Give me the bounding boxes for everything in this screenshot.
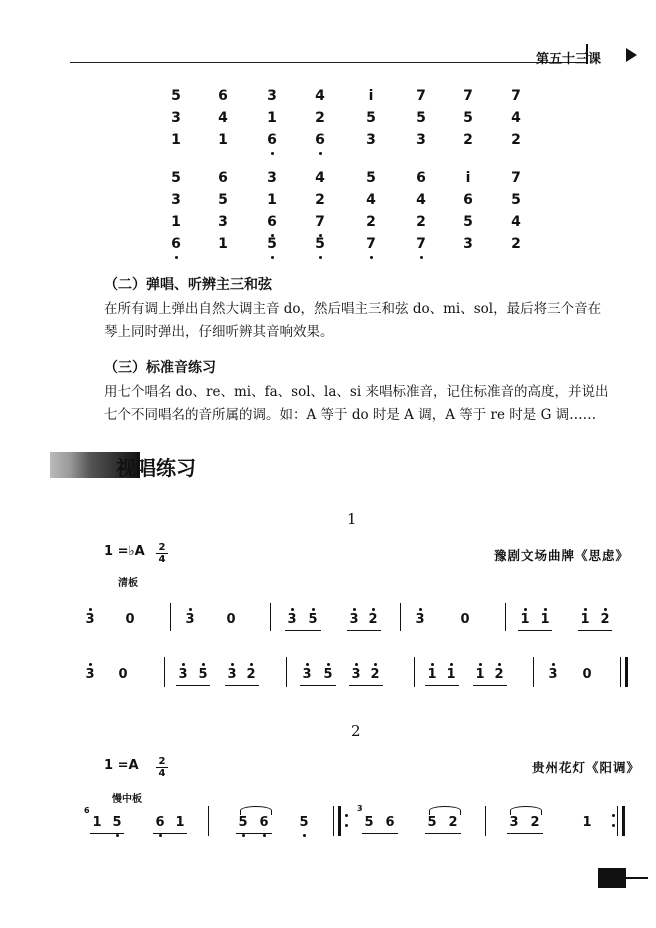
high-octave-dot <box>431 663 434 666</box>
chord-note: 5 <box>463 110 473 126</box>
repeat-dot <box>345 824 348 827</box>
chord-row <box>0 170 656 192</box>
exercise-1-meter <box>156 542 168 565</box>
meter-top: 2 <box>158 756 166 767</box>
chord-note: 6 <box>463 192 473 208</box>
low-octave-dot <box>319 256 322 259</box>
score-note: 2 <box>492 667 506 682</box>
chord-note: i <box>465 170 471 186</box>
chord-note: 5 <box>366 170 376 186</box>
chord-note: 5 <box>366 110 376 126</box>
chord-note: 4 <box>511 214 521 230</box>
beam-underline <box>153 833 187 834</box>
score-note: 2 <box>244 667 258 682</box>
barline <box>620 657 621 687</box>
exercise-2-source: 贵州花灯《阳调》 <box>532 760 641 775</box>
score-note: 0 <box>226 612 236 627</box>
high-octave-dot <box>355 663 358 666</box>
repeat-dot <box>612 824 615 827</box>
chord-note: 1 <box>171 132 181 148</box>
barline <box>208 806 209 836</box>
chord-note: 7 <box>511 170 521 186</box>
barline <box>485 806 486 836</box>
chord-note: 1 <box>218 132 228 148</box>
tie-arc <box>240 806 272 815</box>
score-note: 5 <box>364 815 374 830</box>
exercise-2-number: 2 <box>351 722 361 740</box>
chord-row <box>0 192 656 214</box>
barline <box>270 603 271 631</box>
meter-top: 2 <box>158 542 166 553</box>
score-note: 3 <box>509 815 519 830</box>
chord-note: 4 <box>315 88 325 104</box>
section-title-3: （三）标准音练习 <box>104 360 216 376</box>
chord-note: 2 <box>315 110 325 126</box>
section-title-2: （二）弹唱、听辨主三和弦 <box>104 277 272 293</box>
high-octave-dot <box>189 608 192 611</box>
low-octave-dot <box>175 256 178 259</box>
high-octave-dot <box>552 663 555 666</box>
low-octave-dot <box>242 834 245 837</box>
high-octave-dot <box>312 608 315 611</box>
chord-note: 1 <box>267 110 277 126</box>
chord-note: 1 <box>267 192 277 208</box>
chord-row <box>0 132 656 154</box>
tie-arc <box>510 806 542 815</box>
score-note: 1 <box>473 667 487 682</box>
score-note: 6 <box>257 815 271 830</box>
high-octave-dot <box>250 663 253 666</box>
chord-note: 3 <box>267 170 277 186</box>
beam-underline <box>300 685 336 686</box>
score-note: 3 <box>225 667 239 682</box>
high-octave-dot <box>231 663 234 666</box>
arrow-right-icon <box>626 48 637 62</box>
beam-underline <box>225 685 259 686</box>
grace-note: 6 <box>84 806 90 815</box>
low-octave-dot <box>420 256 423 259</box>
high-octave-dot <box>419 608 422 611</box>
chord-note: 5 <box>171 170 181 186</box>
barline <box>617 806 618 836</box>
barline <box>164 657 165 687</box>
final-barline <box>625 657 628 687</box>
section-text-3-line2: 七个不同唱名的音所属的调。如：A 等于 do 时是 A 调，A 等于 re 时是 G 调…… <box>104 407 597 423</box>
beam-underline <box>578 630 612 631</box>
beam-underline <box>285 630 321 631</box>
chord-note: 6 <box>218 170 228 186</box>
score-note: 5 <box>236 815 250 830</box>
tie-arc <box>429 806 461 815</box>
high-octave-dot <box>498 663 501 666</box>
section-text-3 <box>104 381 654 427</box>
score-note: 1 <box>578 612 592 627</box>
chord-note: 3 <box>416 132 426 148</box>
chord-note: 4 <box>315 170 325 186</box>
final-barline <box>622 806 625 836</box>
chord-note: 6 <box>310 132 330 148</box>
low-octave-dot <box>271 256 274 259</box>
score-note: 1 <box>582 815 592 830</box>
chord-note: 7 <box>416 88 426 104</box>
chord-note: 2 <box>315 192 325 208</box>
low-octave-dot <box>303 834 306 837</box>
exercise-2-tempo: 慢中板 <box>112 794 142 805</box>
chord-note: 5 <box>310 236 330 252</box>
section-text-2-line1: 在所有调上弹出自然大调主音 do，然后唱主三和弦 do、mi、sol，最后将三个音在 <box>104 301 602 317</box>
high-octave-dot <box>291 608 294 611</box>
high-octave-dot <box>327 663 330 666</box>
score-note: 2 <box>368 667 382 682</box>
chord-note: 6 <box>262 214 282 230</box>
exercise-1-tempo: 清板 <box>118 578 138 589</box>
chord-note: 4 <box>416 192 426 208</box>
score-note: 0 <box>582 667 592 682</box>
score-note: 3 <box>347 612 361 627</box>
low-octave-dot <box>263 834 266 837</box>
chord-note: 4 <box>218 110 228 126</box>
page-corner-line <box>626 877 648 879</box>
final-barline <box>338 806 341 836</box>
chord-note: 2 <box>511 132 521 148</box>
chord-note: 5 <box>416 110 426 126</box>
beam-underline <box>518 630 552 631</box>
score-note: 3 <box>413 612 427 627</box>
meter-bottom: 4 <box>156 767 168 779</box>
low-octave-dot <box>370 256 373 259</box>
score-note: 5 <box>321 667 335 682</box>
score-note: 1 <box>175 815 185 830</box>
chord-note: 2 <box>416 214 426 230</box>
exercise-2-key: 1 =A <box>104 758 139 773</box>
chord-note: 3 <box>171 192 181 208</box>
high-octave-dot <box>182 663 185 666</box>
score-note: 3 <box>546 667 560 682</box>
chord-note: i <box>368 88 374 104</box>
repeat-dot <box>345 814 348 817</box>
score-note: 2 <box>448 815 458 830</box>
high-octave-dot <box>479 663 482 666</box>
beam-underline <box>473 685 507 686</box>
score-note: 3 <box>285 612 299 627</box>
score-note: 5 <box>297 815 311 830</box>
score-note: 1 <box>538 612 552 627</box>
score-note: 0 <box>125 612 135 627</box>
high-octave-dot <box>544 608 547 611</box>
chord-note: 6 <box>416 170 426 186</box>
beam-underline <box>236 833 272 834</box>
section-text-3-line1: 用七个唱名 do、re、mi、fa、sol、la、si 来唱标准音，记住标准音的高度，并说出 <box>104 384 609 400</box>
barline <box>400 603 401 631</box>
score-note: 6 <box>153 815 167 830</box>
score-note: 3 <box>300 667 314 682</box>
chord-note: 1 <box>218 236 228 252</box>
chord-note: 4 <box>511 110 521 126</box>
barline <box>170 603 171 631</box>
score-note: 2 <box>366 612 380 627</box>
chord-note: 6 <box>262 132 282 148</box>
beam-underline <box>176 685 210 686</box>
high-octave-dot <box>584 608 587 611</box>
score-note: 1 <box>425 667 439 682</box>
chord-note: 4 <box>366 192 376 208</box>
high-octave-dot <box>89 608 92 611</box>
grace-note: 3 <box>357 804 363 813</box>
low-octave-dot <box>319 152 322 155</box>
chord-note: 3 <box>171 110 181 126</box>
score-note: 1 <box>92 815 102 830</box>
chord-note: 3 <box>267 88 277 104</box>
score-note: 2 <box>598 612 612 627</box>
high-octave-dot <box>89 663 92 666</box>
exercise-1-number: 1 <box>347 510 357 528</box>
chord-note: 5 <box>463 214 473 230</box>
chord-note: 7 <box>310 214 330 230</box>
chord-note: 7 <box>511 88 521 104</box>
high-octave-dot <box>374 663 377 666</box>
high-octave-dot <box>202 663 205 666</box>
score-note: 3 <box>176 667 190 682</box>
high-octave-dot <box>372 608 375 611</box>
exercise-1-source: 豫剧文场曲牌《思虑》 <box>494 548 630 563</box>
chord-row <box>0 236 656 258</box>
sight-singing-heading: 视唱练习 <box>116 456 196 480</box>
score-note: 5 <box>196 667 210 682</box>
score-note: 3 <box>349 667 363 682</box>
beam-underline <box>347 630 381 631</box>
chord-note: 5 <box>511 192 521 208</box>
score-note: 3 <box>83 667 97 682</box>
low-octave-dot <box>159 834 162 837</box>
chord-row <box>0 110 656 132</box>
chord-note: 7 <box>411 236 431 252</box>
chord-note: 2 <box>511 236 521 252</box>
chord-row <box>0 88 656 110</box>
beam-underline <box>90 833 124 834</box>
high-octave-dot <box>450 663 453 666</box>
repeat-dot <box>612 814 615 817</box>
exercise-1-key: 1 =♭A <box>104 544 145 559</box>
high-octave-dot <box>353 608 356 611</box>
chord-note: 2 <box>463 132 473 148</box>
score-note: 5 <box>110 815 124 830</box>
score-note: 3 <box>183 612 197 627</box>
chord-note: 6 <box>166 236 186 252</box>
score-note: 1 <box>518 612 532 627</box>
beam-underline <box>362 833 398 834</box>
low-octave-dot <box>116 834 119 837</box>
score-note: 6 <box>385 815 395 830</box>
chord-note: 5 <box>262 236 282 252</box>
chord-note: 1 <box>171 214 181 230</box>
chord-note: 5 <box>171 88 181 104</box>
chord-note: 3 <box>218 214 228 230</box>
score-note: 3 <box>83 612 97 627</box>
barline <box>414 657 415 687</box>
chord-note: 3 <box>463 236 473 252</box>
barline <box>333 806 334 836</box>
beam-underline <box>425 833 461 834</box>
beam-underline <box>507 833 543 834</box>
chord-note: 7 <box>463 88 473 104</box>
score-note: 1 <box>444 667 458 682</box>
chord-note: 7 <box>361 236 381 252</box>
low-octave-dot <box>271 152 274 155</box>
chord-note: 2 <box>366 214 376 230</box>
chord-note: 3 <box>366 132 376 148</box>
barline <box>286 657 287 687</box>
meter-bottom: 4 <box>156 553 168 565</box>
lesson-title: 第五十三课 <box>536 52 602 67</box>
score-note: 5 <box>427 815 437 830</box>
chord-row <box>0 214 656 236</box>
beam-underline <box>349 685 383 686</box>
barline <box>505 603 506 631</box>
section-text-2 <box>104 298 644 344</box>
beam-underline <box>425 685 459 686</box>
barline <box>533 657 534 687</box>
header-rule <box>70 62 588 63</box>
score-note: 5 <box>306 612 320 627</box>
exercise-2-meter <box>156 756 168 779</box>
chord-note: 5 <box>218 192 228 208</box>
score-note: 0 <box>460 612 470 627</box>
high-octave-dot <box>306 663 309 666</box>
score-note: 0 <box>118 667 128 682</box>
chord-note: 6 <box>218 88 228 104</box>
page-corner-block <box>598 868 626 888</box>
score-note: 2 <box>530 815 540 830</box>
section-text-2-line2: 琴上同时弹出，仔细听辨其音响效果。 <box>104 324 334 340</box>
high-octave-dot <box>524 608 527 611</box>
high-octave-dot <box>604 608 607 611</box>
